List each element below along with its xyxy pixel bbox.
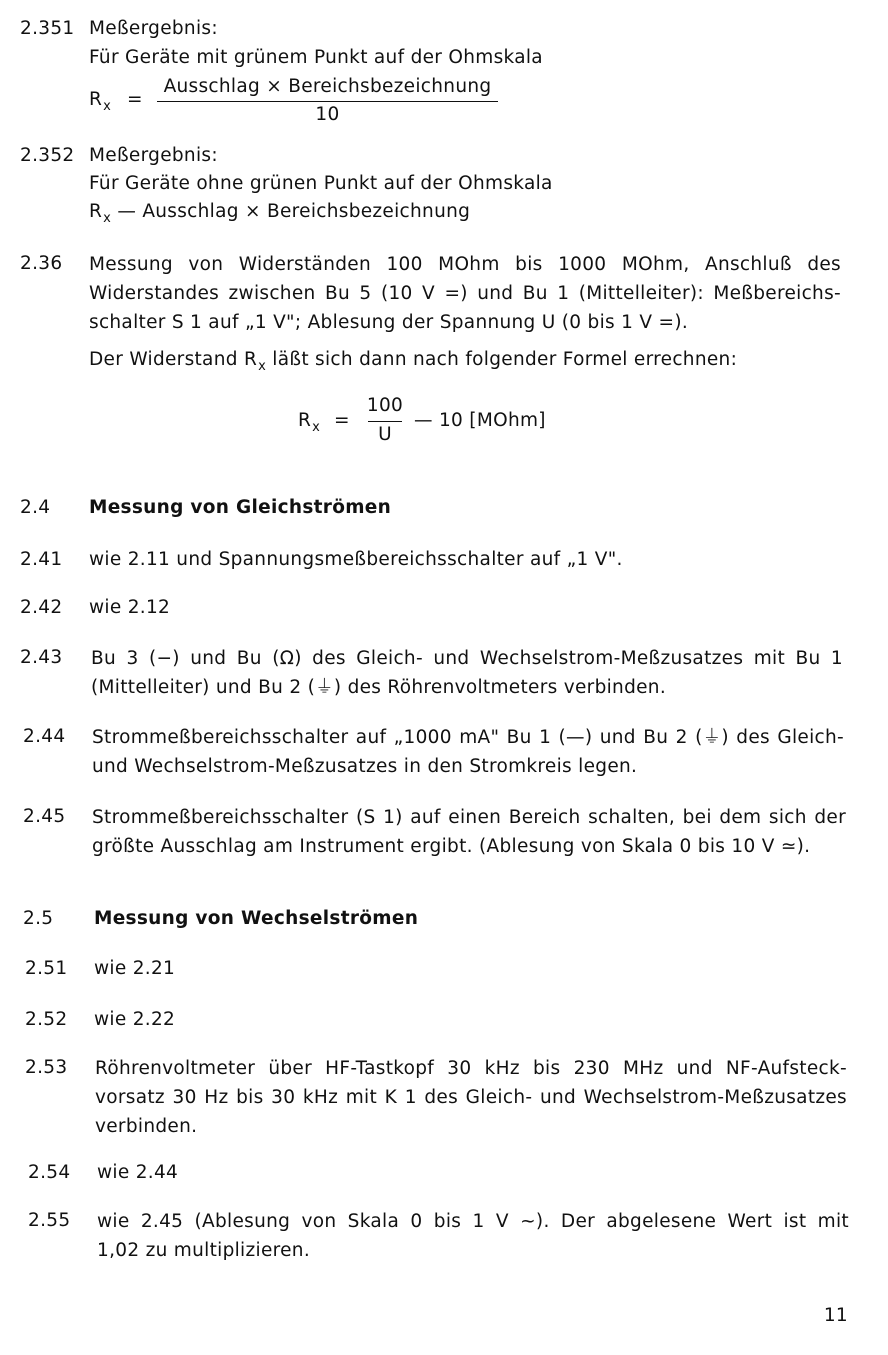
paragraph-line: und Wechselstrom-Meßzusatzes in den Stromkreis legen. [92,756,638,777]
section-number: 2.4 [20,497,51,518]
paragraph-line: verbinden. [95,1116,198,1137]
section-line: Für Geräte ohne grünen Punkt auf der Ohmskala [89,173,553,194]
paragraph-line: Strommeßbereichsschalter auf „1000 mA" Bu 1 (—) und Bu 2 (⏚) des Gleich- [92,727,844,748]
section-number: 2.53 [25,1057,68,1078]
formula-subscript: x [103,211,112,226]
paragraph-line: größte Ausschlag am Instrument ergibt. (Ablesung von Skala 0 bis 10 V ≃). [92,836,811,857]
formula-rest: — Ausschlag × Bereichsbezeichnung [117,201,471,222]
paragraph-line: schalter S 1 auf „1 V"; Ablesung der Spannung U (0 bis 1 V =). [89,312,689,333]
section-number: 2.36 [20,253,63,274]
formula-lhs [89,89,112,114]
section-number: 2.42 [20,597,63,618]
section-number: 2.5 [23,908,54,929]
paragraph-text: Der Widerstand R [89,349,258,370]
formula-denominator: 10 [315,104,340,125]
paragraph-line: Röhrenvoltmeter über HF-Tastkopf 30 kHz bis 230 MHz und NF-Aufsteck- [95,1058,847,1079]
section-number: 2.51 [25,958,68,979]
section-text: wie 2.22 [94,1009,176,1030]
paragraph-line: vorsatz 30 Hz bis 30 kHz mit K 1 des Gleich- und Wechselstrom-Meßzusatzes [95,1087,847,1108]
section-number: 2.43 [20,647,63,668]
formula-lhs [298,410,321,435]
formula-denominator: U [378,424,392,445]
section-number: 2.45 [23,806,66,827]
section-text: wie 2.44 [97,1162,179,1183]
paragraph-line: Bu 3 (−) und Bu (Ω) des Gleich- und Wechselstrom-Meßzusatzes mit Bu 1 [91,648,843,669]
paragraph-text: läßt sich dann nach folgender Formel errechnen: [266,349,738,370]
formula-symbol: R [89,89,103,110]
section-number: 2.55 [28,1210,71,1231]
formula-symbol: R [298,410,312,431]
section-title: Meßergebnis: [89,145,218,166]
formula-numerator: 100 [366,395,404,416]
paragraph-line [89,349,738,374]
formula-subscript: x [258,359,267,374]
paragraph-line: (Mittelleiter) und Bu 2 (⏚) des Röhrenvoltmeters verbinden. [91,677,667,698]
paragraph-line: Widerstandes zwischen Bu 5 (10 V =) und Bu 1 (Mittelleiter): Meßbereichs- [89,283,841,304]
paragraph-line: 1,02 zu multiplizieren. [97,1240,311,1261]
paragraph-line: wie 2.45 (Ablesung von Skala 0 bis 1 V ~). Der abgelesene Wert ist mit [97,1211,849,1232]
formula-equals: = [127,89,143,110]
formula-line [89,201,471,226]
section-text: wie 2.21 [94,958,176,979]
paragraph-line: Strommeßbereichsschalter (S 1) auf einen Bereich schalten, bei dem sich der [92,807,846,828]
section-number: 2.44 [23,726,66,747]
section-number: 2.352 [20,145,75,166]
section-text: wie 2.12 [89,597,171,618]
section-text: wie 2.11 und Spannungsmeßbereichsschalter auf „1 V". [89,549,623,570]
fraction-bar [368,421,402,422]
section-heading: Messung von Wechselströmen [94,908,419,929]
page-number: 11 [823,1305,848,1326]
formula-rest: — 10 [MOhm] [414,410,546,431]
fraction-bar [157,101,498,102]
section-number: 2.52 [25,1009,68,1030]
section-number: 2.41 [20,549,63,570]
section-title: Meßergebnis: [89,18,218,39]
formula-numerator: Ausschlag × Bereichsbezeichnung [163,76,492,97]
formula-equals: = [334,410,350,431]
section-number: 2.351 [20,18,75,39]
paragraph-line: Messung von Widerständen 100 MOhm bis 1000 MOhm, Anschluß des [89,254,841,275]
section-heading: Messung von Gleichströmen [89,497,392,518]
formula-symbol: R [89,201,103,222]
section-number: 2.54 [28,1162,71,1183]
section-line: Für Geräte mit grünem Punkt auf der Ohmskala [89,47,543,68]
formula-subscript: x [312,420,321,435]
formula-subscript: x [103,99,112,114]
